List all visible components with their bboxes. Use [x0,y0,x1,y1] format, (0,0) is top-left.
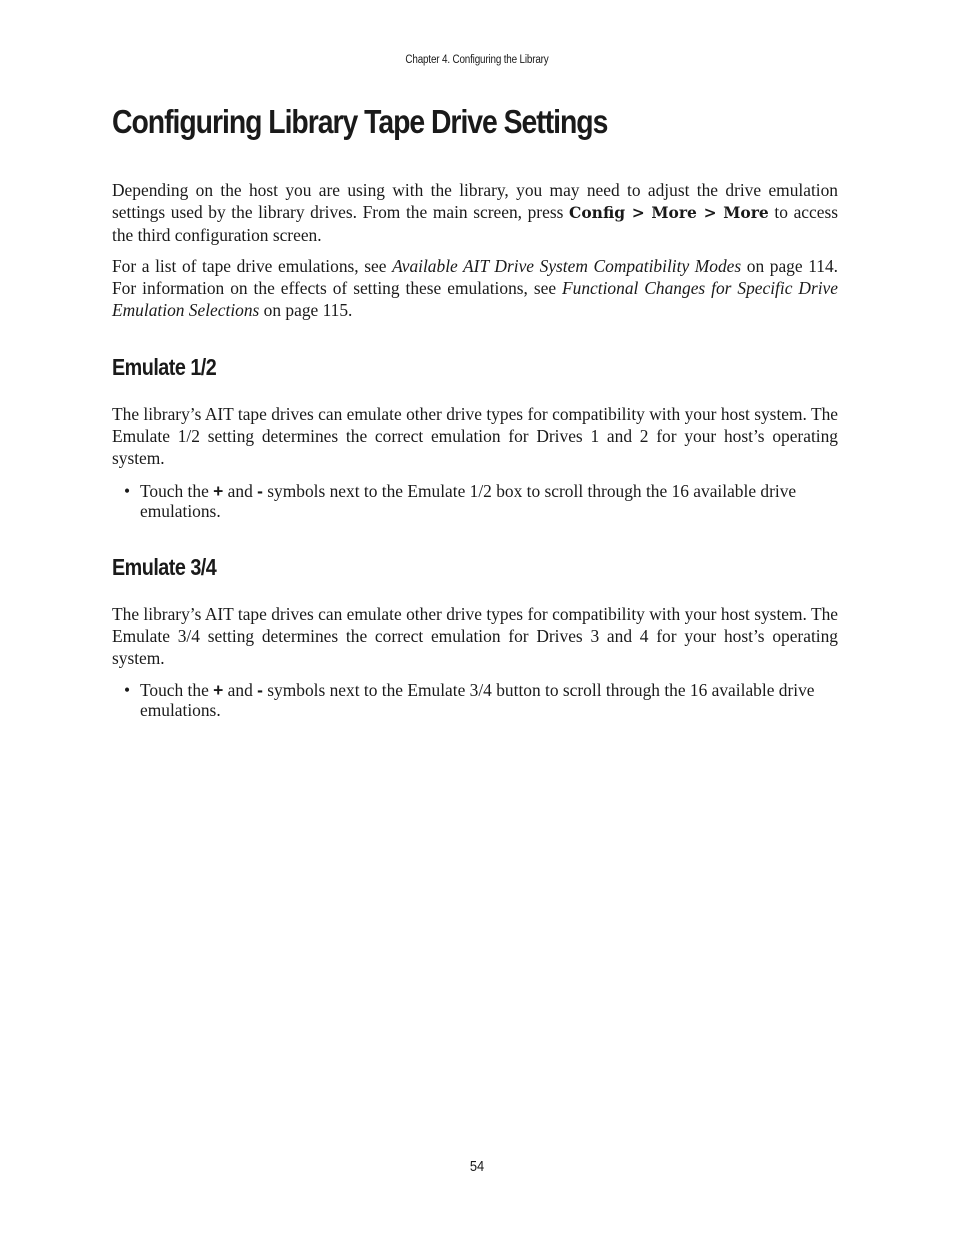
intro-text: on page 114. For information on the effects of setting these emulations, see [112,256,838,298]
bullet-pre: Touch the [140,481,214,501]
minus-symbol: - [257,680,263,700]
intro-tail: to access the third configuration screen. [112,202,838,245]
bullet-icon: • [124,680,131,700]
page-number: 54 [469,1158,485,1175]
intro-paragraph-1 [112,179,838,246]
cross-reference: Functional Changes for Specific Drive Emulation Selections [112,278,838,320]
menu-path: Config > More > More [569,203,769,222]
running-head: Chapter 4. Configuring the Library [405,54,549,66]
section-body-emulate-3-4: The library’s AIT tape drives can emulate other drive types for compatibility with your host system. The Emulate 3/4 setting determines the correct emulation for Drives 3 and 4 for your host’s operating system. [112,604,838,668]
section-heading-emulate-1-2: Emulate 1/2 [112,354,217,380]
bullet-post: symbols next to the Emulate 3/4 button to scroll through the 16 available drive emulations. [140,680,815,720]
intro-paragraph-2 [112,255,838,321]
intro-text: Depending on the host you are using with the library, you may need to adjust the drive emulation settings used by the library drives. From the main screen, press [112,180,838,222]
bullet-text [140,481,838,521]
bullet-text [140,680,838,720]
bullet-and: and [223,680,258,700]
bullet-post: symbols next to the Emulate 1/2 box to scroll through the 16 available drive emulations. [140,481,797,521]
bullet-icon: • [124,481,131,501]
intro-tail: on page 115. [259,300,353,320]
section-heading-emulate-3-4: Emulate 3/4 [112,554,217,580]
bullet-and: and [223,481,258,501]
section-body-emulate-1-2: The library’s AIT tape drives can emulate other drive types for compatibility with your host system. The Emulate 1/2 setting determines the correct emulation for Drives 1 and 2 for your host’s operating system. [112,404,838,468]
bullet-item-emulate-1-2 [124,481,838,521]
plus-symbol: + [213,680,224,700]
plus-symbol: + [213,481,224,501]
intro-text: For a list of tape drive emulations, see [112,256,393,276]
minus-symbol: - [257,481,263,501]
bullet-pre: Touch the [140,680,214,700]
bullet-item-emulate-3-4 [124,680,838,720]
cross-reference: Available AIT Drive System Compatibility Modes [392,256,742,276]
page-title: Configuring Library Tape Drive Settings [112,103,608,140]
